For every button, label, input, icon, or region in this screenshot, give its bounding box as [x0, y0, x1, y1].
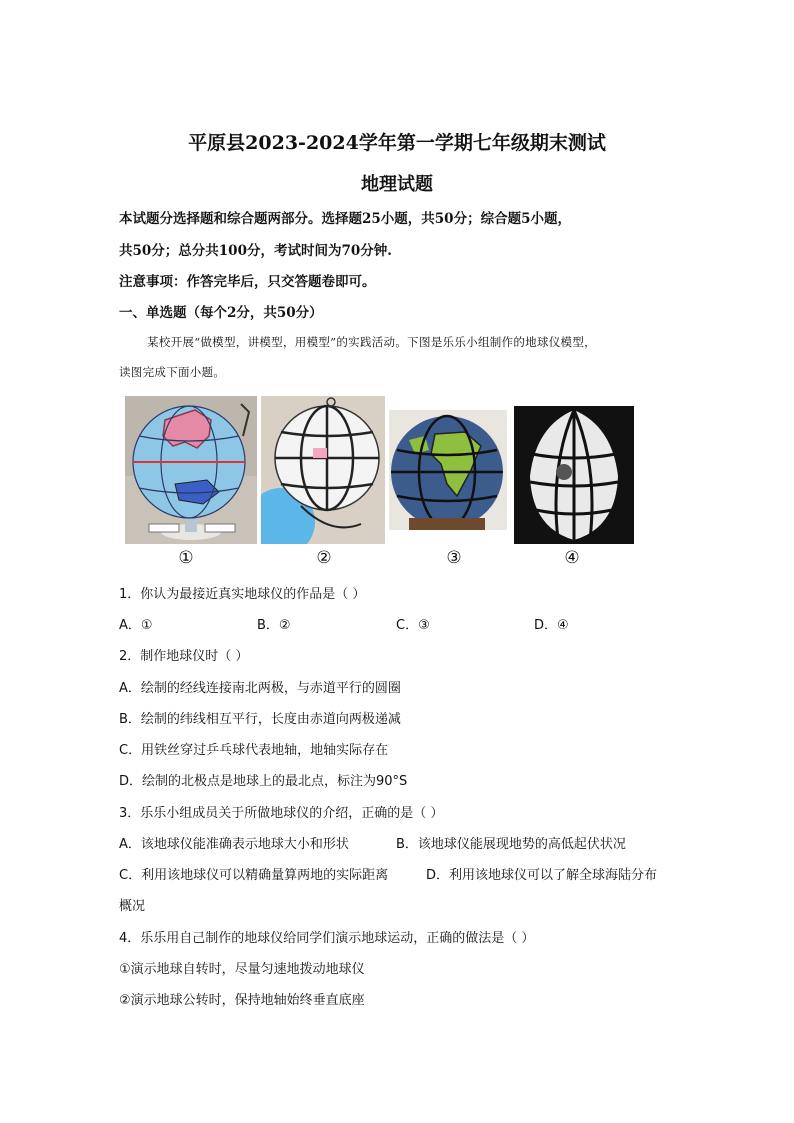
globe-photo-1 [125, 396, 257, 544]
globe-photo-3 [389, 410, 507, 530]
question-3-stem: 3．乐乐小组成员关于所做地球仪的介绍，正确的是（ ） [119, 806, 444, 821]
q3-option-c: C．利用该地球仪可以精确量算两地的实际距离 [119, 868, 389, 883]
globe-photo-4 [514, 406, 634, 544]
q1-option-b: B．② [257, 618, 291, 633]
q1-option-d: D．④ [534, 618, 569, 633]
q2-option-b: B．绘制的纬线相互平行，长度由赤道向两极递减 [119, 712, 401, 727]
q2-option-d: D．绘制的北极点是地球上的最北点，标注为90°S [119, 774, 408, 789]
instruction-line-1: 本试题分选择题和综合题两部分。选择题25小题，共50分；综合题5小题， [119, 211, 571, 227]
globe-models-figure [122, 396, 636, 572]
exam-subtitle: 地理试题 [361, 174, 433, 195]
q4-statement-1: ①演示地球自转时，尽量匀速地拨动地球仪 [119, 962, 365, 977]
figure-label-1: ① [178, 548, 194, 568]
figure-label-4: ④ [564, 548, 580, 568]
instruction-line-2: 共50分；总分共100分，考试时间为70分钟. [119, 243, 392, 259]
q3-option-d: D．利用该地球仪可以了解全球海陆分布 [426, 868, 658, 883]
q3-option-b: B．该地球仪能展现地势的高低起伏状况 [396, 837, 626, 852]
section-intro-line-2: 读图完成下面小题。 [119, 365, 226, 379]
figure-label-3: ③ [446, 548, 462, 568]
section-intro-line-1: 某校开展“做模型，讲模型，用模型”的实践活动。下图是乐乐小组制作的地球仪模型， [147, 335, 596, 349]
q3-option-d-continued: 概况 [119, 899, 146, 914]
q1-option-a: A．① [119, 618, 153, 633]
q4-statement-2: ②演示地球公转时，保持地轴始终垂直底座 [119, 993, 365, 1008]
question-2-stem: 2．制作地球仪时（ ） [119, 649, 249, 664]
exam-title: 平原县2023-2024学年第一学期七年级期末测试 [188, 132, 606, 154]
question-4-stem: 4．乐乐用自己制作的地球仪给同学们演示地球运动，正确的做法是（ ） [119, 931, 535, 946]
section-heading: 一、单选题（每个2分，共50分） [119, 305, 323, 321]
q3-option-a: A．该地球仪能准确表示地球大小和形状 [119, 837, 349, 852]
question-1-stem: 1．你认为最接近真实地球仪的作品是（ ） [119, 587, 366, 602]
q2-option-c: C．用铁丝穿过乒乓球代表地轴，地轴实际存在 [119, 743, 389, 758]
figure-label-2: ② [316, 548, 332, 568]
q1-option-c: C．③ [396, 618, 430, 633]
globe-photo-2 [261, 396, 385, 544]
q2-option-a: A．绘制的经线连接南北两极，与赤道平行的圆圈 [119, 681, 401, 696]
instruction-note: 注意事项：作答完毕后，只交答题卷即可。 [119, 274, 376, 290]
